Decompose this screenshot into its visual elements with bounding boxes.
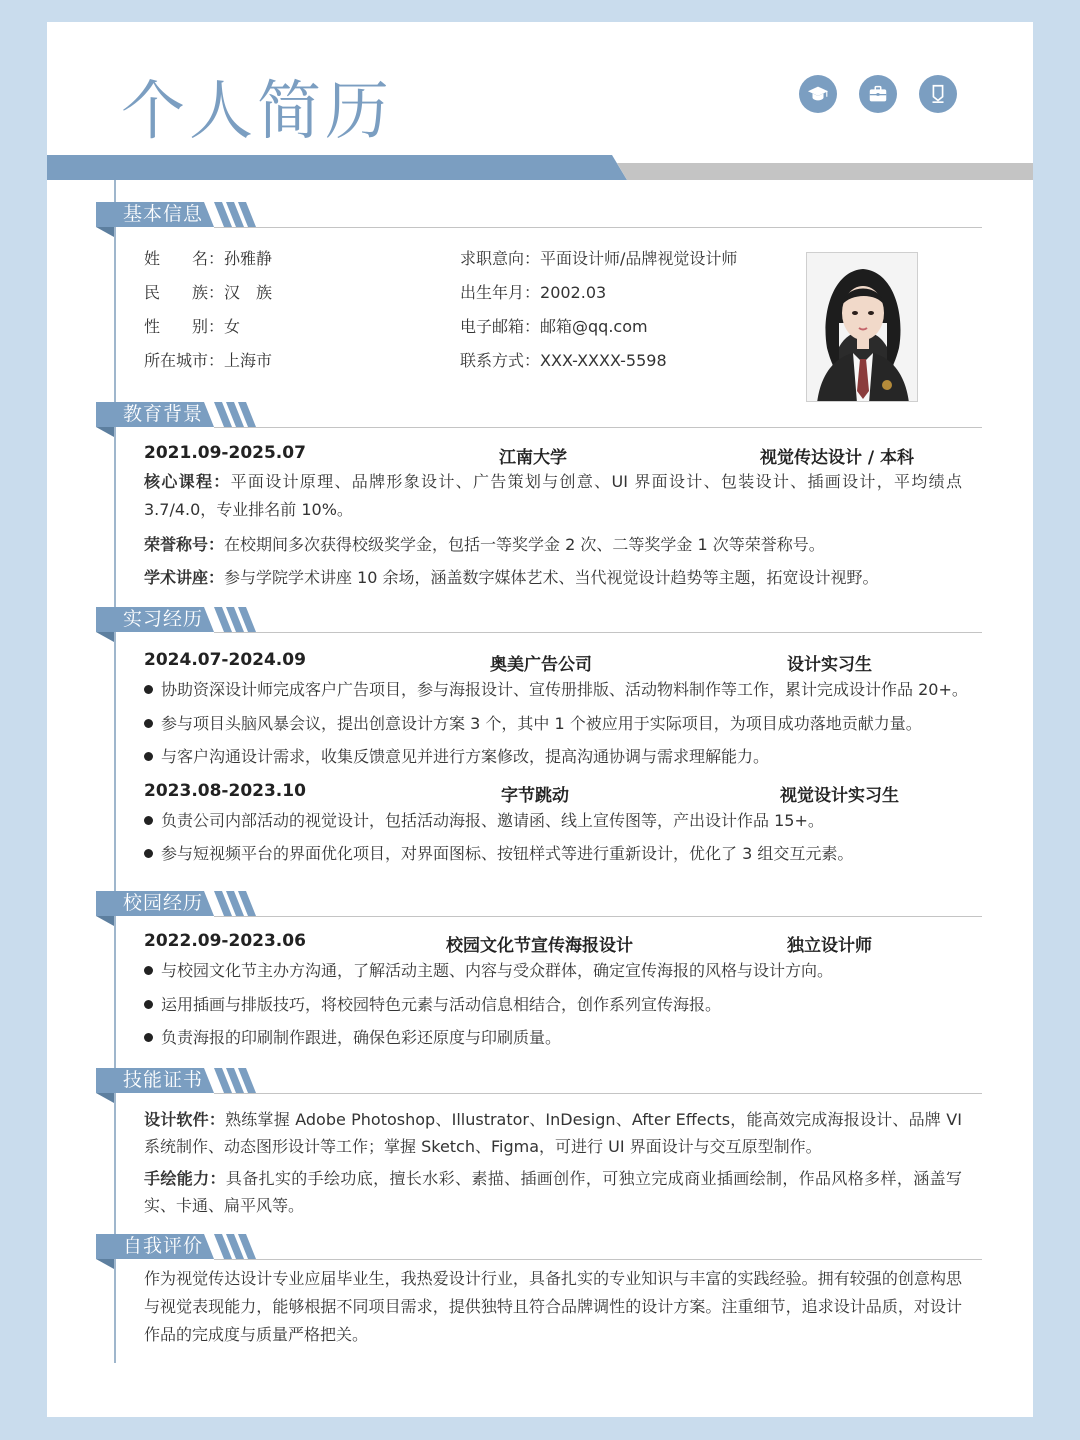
header-band-blue: [47, 155, 627, 180]
section-basic-info: [96, 202, 982, 242]
info-job-target: 求职意向：平面设计师/品牌视觉设计师: [460, 249, 738, 268]
info-email: 电子邮箱：邮箱@qq.com: [460, 317, 648, 336]
section-education: [96, 402, 982, 442]
internship-company: 奥美广告公司: [490, 655, 592, 675]
list-item: 与校园文化节主办方沟通，了解活动主题、内容与受众群体，确定宣传海报的风格与设计方向。: [144, 961, 833, 981]
internship-role: 设计实习生: [787, 655, 872, 675]
resume-page: [47, 22, 1033, 1417]
education-major: 视觉传达设计 / 本科: [760, 448, 915, 468]
section-skills: [96, 1068, 982, 1108]
education-lectures: 学术讲座：参与学院学术讲座 10 余场，涵盖数字媒体艺术、当代视觉设计趋势等主题，拓宽设计视野。: [144, 568, 879, 587]
list-item: 运用插画与排版技巧，将校园特色元素与活动信息相结合，创作系列宣传海报。: [144, 995, 721, 1015]
badge-icon: [919, 75, 957, 113]
stripes-decoration: [214, 891, 258, 916]
education-honors: 荣誉称号：在校期间多次获得校级奖学金，包括一等奖学金 2 次、二等奖学金 1 次等荣誉称号。: [144, 535, 825, 554]
internship-role: 视觉设计实习生: [780, 786, 899, 806]
education-row: [144, 443, 962, 468]
info-city: 所在城市：上海市: [144, 351, 273, 370]
list-item: 参与项目头脑风暴会议，提出创意设计方案 3 个，其中 1 个被应用于实际项目，为项目成功落地贡献力量。: [144, 714, 922, 734]
list-item: 与客户沟通设计需求，收集反馈意见并进行方案修改，提高沟通协调与需求理解能力。: [144, 747, 769, 767]
section-title: 基本信息: [123, 203, 204, 225]
education-period: 2021.09-2025.07: [144, 443, 306, 463]
section-title: 校园经历: [123, 892, 204, 914]
skills-software: 设计软件：熟练掌握 Adobe Photoshop、Illustrator、InDesign、After Effects，能高效完成海报设计、品牌 VI 系统制作、动态图形设计等工作；掌握 Sketch、Figma，可进行 UI 界面设计与交互原型制作。: [144, 1110, 962, 1156]
info-name: 姓 名：孙雅静: [144, 249, 273, 268]
section-campus: [96, 891, 982, 931]
section-title: 教育背景: [123, 403, 204, 425]
section-title: 自我评价: [123, 1235, 204, 1257]
internship-period: 2024.07-2024.09: [144, 650, 306, 670]
stripes-decoration: [214, 202, 258, 227]
campus-period: 2022.09-2023.06: [144, 931, 306, 951]
page-title: 个人简历: [121, 75, 393, 149]
info-phone: 联系方式：XXX-XXXX-5598: [460, 351, 667, 370]
info-birth: 出生年月：2002.03: [460, 283, 607, 302]
education-school: 江南大学: [499, 448, 567, 468]
list-item: 负责海报的印刷制作跟进，确保色彩还原度与印刷质量。: [144, 1028, 561, 1048]
self-evaluation-text: 作为视觉传达设计专业应届毕业生，我热爱设计行业，具备扎实的专业知识与丰富的实践经验。拥有较强的创意构思与视觉表现能力，能够根据不同项目需求，提供独特且符合品牌调性的设计方案。注重细节，追求设计品质，对设计作品的完成度与质量严格把关。: [144, 1269, 962, 1344]
section-title: 实习经历: [123, 608, 204, 630]
internship-company: 字节跳动: [501, 786, 569, 806]
stripes-decoration: [214, 1234, 258, 1259]
stripes-decoration: [214, 1068, 258, 1093]
stripes-decoration: [214, 607, 258, 632]
stripes-decoration: [214, 402, 258, 427]
campus-row: [144, 931, 962, 956]
section-internship: [96, 607, 982, 647]
graduation-cap-icon: [799, 75, 837, 113]
header-icons: [799, 75, 957, 113]
section-title: 技能证书: [123, 1069, 204, 1091]
info-gender: 性 别：女: [144, 317, 241, 336]
list-item: 协助资深设计师完成客户广告项目，参与海报设计、宣传册排版、活动物料制作等工作，累计完成设计作品 20+。: [144, 680, 968, 700]
education-courses: 核心课程：平面设计原理、品牌形象设计、广告策划与创意、UI 界面设计、包装设计、插画设计，平均绩点 3.7/4.0，专业排名前 10%。: [144, 472, 962, 519]
internship-row: [144, 650, 962, 675]
header-band-gray: [617, 163, 1033, 180]
list-item: 负责公司内部活动的视觉设计，包括活动海报、邀请函、线上宣传图等，产出设计作品 15+。: [144, 811, 824, 831]
internship-row: [144, 781, 962, 806]
list-item: 参与短视频平台的界面优化项目，对界面图标、按钮样式等进行重新设计，优化了 3 组交互元素。: [144, 844, 853, 864]
timeline-line: [114, 180, 116, 1363]
internship-period: 2023.08-2023.10: [144, 781, 306, 801]
info-ethnicity: 民 族：汉 族: [144, 283, 273, 302]
skills-drawing: 手绘能力：具备扎实的手绘功底，擅长水彩、素描、插画创作，可独立完成商业插画绘制，作品风格多样，涵盖写实、卡通、扁平风等。: [144, 1169, 962, 1215]
briefcase-icon: [859, 75, 897, 113]
campus-project: 校园文化节宣传海报设计: [446, 936, 633, 956]
campus-role: 独立设计师: [787, 936, 872, 956]
profile-photo: [806, 252, 918, 402]
